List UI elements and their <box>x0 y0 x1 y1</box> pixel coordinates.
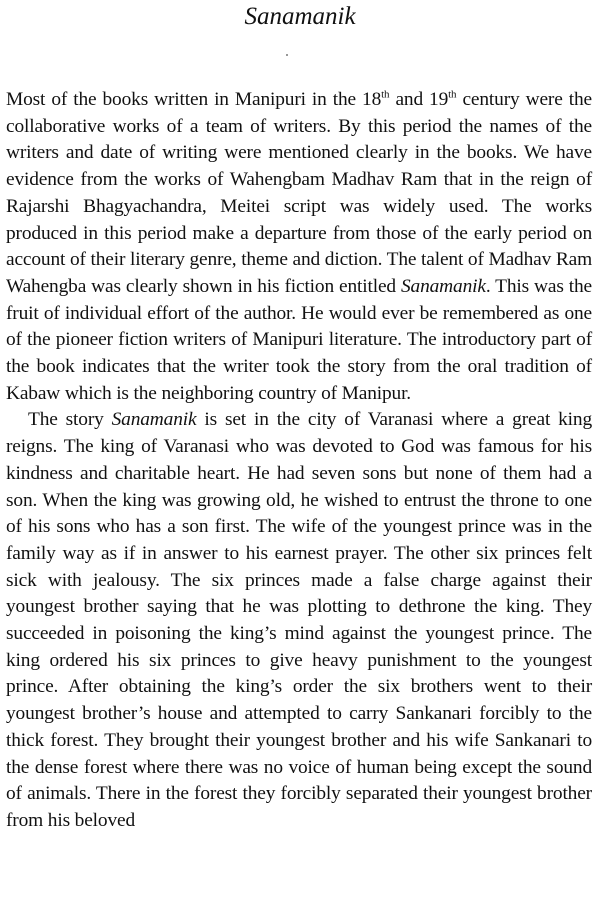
body-text <box>6 87 592 835</box>
page-title: Sanamanik <box>244 3 356 30</box>
ordinal-suffix: th <box>381 88 390 101</box>
text-segment: Most of the books written in Manipuri in the 18 <box>6 89 382 110</box>
text-segment: is set in the city of Varanasi where a great king reigns. The king of Varanasi who was devoted to God was famous for his kindness and charitable heart. He had seven sons but none of them had a son. When the king was growing old, he wished to entrust the throne to one of his sons who has a son first. The wife of the youngest prince was in the family way as if in answer to his earnest prayer. The other six princes felt sick with jealousy. The six princes made a false charge against their youngest brother saying that he was plotting to dethrone the king. They succeeded in poisoning the king’s mind against the youngest prince. The king ordered his six princes to give heavy punishment to the youngest prince. After obtaining the king’s order the six brothers went to their youngest brother’s house and attempted to carry Sankanari forcibly to the thick forest. They brought their youngest brother and his wife Sankanari to the dense forest where there was no voice of human being except the sound of animals. There in the forest they forcibly separated their youngest brother from his beloved <box>6 409 592 831</box>
book-title-italic: Sanamanik <box>400 275 486 297</box>
text-segment: . This was the fruit of individual effort of the author. He would ever be remembered as one of the pioneer fiction writers of Manipuri literature. The introductory part of the book indicates that the writer took the story from the oral tradition of Kabaw which is the neighboring country of Manipur. <box>6 275 593 404</box>
text-segment: and 19 <box>389 89 449 110</box>
text-segment: century were the collaborative works of a team of writers. By this period the names of the writers and date of writing were mentioned clearly in the books. We have evidence from the works of Wahengbam Madhav Ram that in the reign of Rajarshi Bhagyachandra, Meitei script was widely used. The works produced in this period make a departure from those of the early period on account of their literary genre, theme and diction. The talent of Madhav Ram Wahengba was clearly shown in his fiction entitled <box>6 89 592 297</box>
book-title-italic: Sanamanik <box>111 409 197 431</box>
print-speck <box>286 54 288 56</box>
ordinal-suffix: th <box>448 88 457 101</box>
paragraph-2 <box>6 407 592 834</box>
text-segment: The story <box>28 409 112 431</box>
paragraph-1 <box>6 87 592 407</box>
